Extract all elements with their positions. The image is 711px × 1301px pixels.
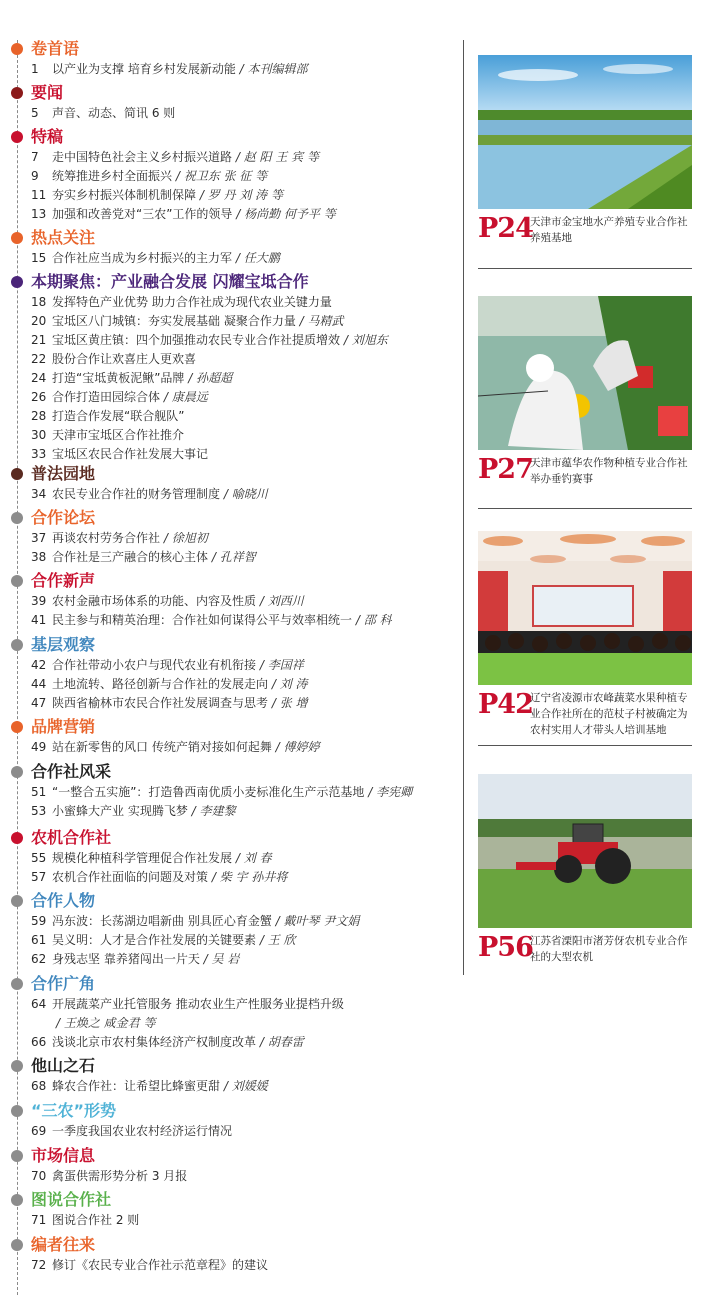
- section-header: [0, 1189, 462, 1211]
- entry-title: [52, 783, 412, 802]
- entry-page-number: 49: [31, 740, 47, 754]
- section-header: [0, 271, 462, 293]
- feature-separator: [478, 268, 692, 269]
- entry-title-text: 身残志坚 靠养猪闯出一片天: [52, 952, 200, 966]
- toc-section: [0, 1055, 462, 1096]
- feature-page-number: P56: [478, 932, 533, 963]
- toc-entry[interactable]: [0, 104, 462, 123]
- entry-title-text: 打造“宝坻黄板泥鳅”品牌: [52, 371, 185, 385]
- entry-author: / 李建黎: [187, 804, 236, 818]
- entry-page-number: 24: [31, 371, 47, 385]
- section-title: 卷首语: [31, 39, 80, 58]
- feature-page-number: P27: [478, 454, 533, 485]
- entry-page-number: 69: [31, 1124, 47, 1138]
- entry-title-text: 开展蔬菜产业托管服务 推动农业生产性服务业提档升级: [52, 997, 344, 1011]
- entry-title-text: 统筹推进乡村全面振兴: [52, 169, 173, 183]
- toc-entry[interactable]: [0, 331, 462, 350]
- entry-author: / 刘旭东: [340, 333, 388, 347]
- section-bullet-icon: [11, 87, 23, 99]
- entry-author: / 刘媛媛: [220, 1079, 268, 1093]
- toc-entry[interactable]: [0, 995, 462, 1014]
- section-header: [0, 1145, 462, 1167]
- entry-author: / 康晨远: [160, 390, 208, 404]
- toc-entry[interactable]: [0, 426, 462, 445]
- toc-entry[interactable]: [0, 60, 462, 79]
- entry-title: [52, 1211, 139, 1230]
- entry-title-text: 声音、动态、简讯 6 则: [52, 106, 176, 120]
- entry-title-text: 加强和改善党对“三农”工作的领导: [52, 207, 233, 221]
- entry-title: [52, 331, 388, 350]
- toc-entry[interactable]: [0, 167, 462, 186]
- entry-page-number: 68: [31, 1079, 47, 1093]
- toc-section: [0, 38, 462, 79]
- entry-page-number: 22: [31, 352, 47, 366]
- entry-title: [52, 148, 319, 167]
- section-header: [0, 1100, 462, 1122]
- entry-title-text: 天津市宝坻区合作社推介: [52, 428, 185, 442]
- section-bullet-icon: [11, 1194, 23, 1206]
- toc-entry[interactable]: [0, 293, 462, 312]
- toc-section: [0, 827, 462, 887]
- section-title: “三农”形势: [31, 1101, 117, 1120]
- toc-section: [0, 1189, 462, 1230]
- section-header: [0, 38, 462, 60]
- entry-title-text: 规模化种植科学管理促合作社发展: [52, 851, 233, 865]
- section-bullet-icon: [11, 468, 23, 480]
- section-title: 他山之石: [31, 1056, 96, 1075]
- section-bullet-icon: [11, 721, 23, 733]
- entry-title-text: 宝坻区黄庄镇：四个加强推动农民专业合作社提质增效: [52, 333, 341, 347]
- section-bullet-icon: [11, 232, 23, 244]
- section-bullet-icon: [11, 575, 23, 587]
- section-header: [0, 827, 462, 849]
- toc-entry[interactable]: [0, 611, 462, 630]
- toc-entry[interactable]: [0, 205, 462, 224]
- feature-caption: [478, 212, 692, 262]
- toc-entry[interactable]: [0, 1033, 462, 1052]
- toc-entry[interactable]: [0, 186, 462, 205]
- entry-title: [52, 426, 184, 445]
- entry-title-text: 一季度我国农业农村经济运行情况: [52, 1124, 233, 1138]
- toc-entry[interactable]: [0, 445, 462, 464]
- toc-section: [0, 570, 462, 630]
- entry-page-number: 18: [31, 295, 47, 309]
- toc-entry[interactable]: [0, 802, 462, 821]
- entry-page-number: 70: [31, 1169, 47, 1183]
- section-header: [0, 716, 462, 738]
- entry-page-number: 37: [31, 531, 47, 545]
- entry-title: [52, 1014, 156, 1033]
- toc-section: [0, 126, 462, 224]
- entry-author: / 祝卫东 张 征 等: [172, 169, 268, 183]
- entry-author: / 李宪卿: [364, 785, 413, 799]
- entry-page-number: 66: [31, 1035, 47, 1049]
- entry-title: [52, 656, 304, 675]
- toc-entry[interactable]: [0, 1211, 462, 1230]
- entry-page-number: 26: [31, 390, 47, 404]
- toc-section: [0, 82, 462, 123]
- section-bullet-icon: [11, 1239, 23, 1251]
- entry-author: / 刘西川: [256, 594, 304, 608]
- toc-section: [0, 761, 462, 821]
- feature-separator: [478, 745, 692, 746]
- entry-title: [52, 445, 208, 464]
- entry-title-text: 合作社应当成为乡村振兴的主力军: [52, 251, 233, 265]
- toc-entry[interactable]: [0, 738, 462, 757]
- entry-page-number: 5: [31, 106, 39, 120]
- section-bullet-icon: [11, 276, 23, 288]
- section-bullet-icon: [11, 1105, 23, 1117]
- section-title: 普法园地: [31, 464, 96, 483]
- entry-title: [52, 312, 344, 331]
- entry-page-number: 47: [31, 696, 47, 710]
- toc-entry[interactable]: [0, 950, 462, 969]
- entry-title-text: 冯东波：长荡湖边唱新曲 别具匠心育金蟹: [52, 914, 272, 928]
- toc-entry[interactable]: [0, 912, 462, 931]
- entry-title-text: 农机合作社面临的问题及对策: [52, 870, 209, 884]
- entry-title-text: 修订《农民专业合作社示范章程》的建议: [52, 1258, 269, 1272]
- toc-entry[interactable]: [0, 369, 462, 388]
- feature-separator: [478, 508, 692, 509]
- feature-caption-text: 天津市蕴华农作物种植专业合作社举办垂钓赛事: [530, 457, 688, 485]
- section-title: 编者往来: [31, 1235, 96, 1254]
- entry-title: [52, 611, 392, 630]
- entry-title: [52, 931, 296, 950]
- entry-author: / 刘 涛: [268, 677, 308, 691]
- toc-entry[interactable]: [0, 656, 462, 675]
- entry-title-text: 宝坻区农民合作社发展大事记: [52, 447, 209, 461]
- toc-entry[interactable]: [0, 592, 462, 611]
- section-title: 合作人物: [31, 891, 96, 910]
- entry-title-text: 禽蛋供需形势分析 3 月报: [52, 1169, 188, 1183]
- entry-title: [52, 912, 359, 931]
- section-header: [0, 1234, 462, 1256]
- entry-page-number: 38: [31, 550, 47, 564]
- entry-title: [52, 1077, 268, 1096]
- entry-title-text: 走中国特色社会主义乡村振兴道路: [52, 150, 233, 164]
- entry-title-text: 浅谈北京市农村集体经济产权制度改革: [52, 1035, 257, 1049]
- section-bullet-icon: [11, 895, 23, 907]
- entry-page-number: 15: [31, 251, 47, 265]
- section-title: 热点关注: [31, 228, 96, 247]
- entry-title: [52, 485, 268, 504]
- section-title: 基层观察: [31, 635, 96, 654]
- entry-title: [52, 369, 232, 388]
- entry-page-number: 30: [31, 428, 47, 442]
- toc-entry[interactable]: [0, 388, 462, 407]
- section-title: 合作论坛: [31, 508, 96, 527]
- entry-title-text: 合作社是三产融合的核心主体: [52, 550, 209, 564]
- section-bullet-icon: [11, 1150, 23, 1162]
- entry-title: [52, 868, 287, 887]
- entry-title: [52, 350, 196, 369]
- entry-page-number: 20: [31, 314, 47, 328]
- entry-title: [52, 60, 308, 79]
- toc-entry[interactable]: [0, 249, 462, 268]
- entry-page-number: 71: [31, 1213, 47, 1227]
- entry-page-number: 72: [31, 1258, 47, 1272]
- entry-page-number: 39: [31, 594, 47, 608]
- entry-title-text: 农村金融市场体系的功能、内容及性质: [52, 594, 257, 608]
- entry-title: [52, 186, 283, 205]
- section-title: 农机合作社: [31, 828, 112, 847]
- toc-section: [0, 227, 462, 268]
- entry-author: / 戴叶琴 尹文娟: [271, 914, 360, 928]
- entry-page-number: 44: [31, 677, 47, 691]
- entry-author: / 李国祥: [256, 658, 304, 672]
- feature-photo-fishing: [478, 296, 692, 450]
- section-title: 市场信息: [31, 1146, 96, 1165]
- entry-page-number: 42: [31, 658, 47, 672]
- entry-author: / 傅婷婷: [271, 740, 320, 754]
- entry-author: / 喻晓川: [220, 487, 268, 501]
- entry-author: / 本刊编辑部: [235, 62, 308, 76]
- entry-page-number: 33: [31, 447, 47, 461]
- section-header: [0, 761, 462, 783]
- entry-title-text: / 王焕之 咸金君 等: [56, 1016, 156, 1030]
- section-header: [0, 1055, 462, 1077]
- feature-page-number: P42: [478, 689, 533, 720]
- entry-title: [52, 529, 208, 548]
- entry-title: [52, 738, 320, 757]
- entry-page-number: 9: [31, 169, 39, 183]
- toc-section: [0, 463, 462, 504]
- feature-page-number: P24: [478, 213, 533, 244]
- toc-entry[interactable]: [0, 485, 462, 504]
- entry-page-number: 7: [31, 150, 39, 164]
- toc-section: [0, 271, 462, 464]
- column-divider: [463, 40, 464, 975]
- section-title: 合作新声: [31, 571, 96, 590]
- entry-author: / 赵 阳 王 宾 等: [232, 150, 319, 164]
- entry-title-text: 再谈农村劳务合作社: [52, 531, 161, 545]
- entry-author: / 徐旭初: [160, 531, 208, 545]
- toc-entry[interactable]: [0, 548, 462, 567]
- entry-title: [52, 1122, 232, 1141]
- feature-caption-text: 辽宁省凌源市农峰蔬菜水果种植专业合作社所在的范杖子村被确定为农村实用人才带头人培训基地: [530, 692, 688, 736]
- entry-title-text: 土地流转、路径创新与合作社的发展走向: [52, 677, 269, 691]
- section-header: [0, 507, 462, 529]
- section-bullet-icon: [11, 978, 23, 990]
- toc-entry[interactable]: [0, 529, 462, 548]
- feature-photo-hall: [478, 531, 692, 685]
- toc-entry[interactable]: [0, 1122, 462, 1141]
- section-bullet-icon: [11, 639, 23, 651]
- entry-author: / 王 欣: [256, 933, 296, 947]
- section-header: [0, 570, 462, 592]
- feature-caption: [478, 688, 692, 738]
- toc-entry[interactable]: [0, 868, 462, 887]
- entry-title: [52, 407, 184, 426]
- entry-page-number: 61: [31, 933, 47, 947]
- toc-entry[interactable]: [0, 675, 462, 694]
- entry-author: / 罗 丹 刘 涛 等: [196, 188, 283, 202]
- entry-title-text: 吴义明：人才是合作社发展的关键要素: [52, 933, 257, 947]
- entry-title: [52, 995, 344, 1014]
- toc-entry[interactable]: [0, 148, 462, 167]
- entry-page-number: 62: [31, 952, 47, 966]
- toc-entry[interactable]: [0, 350, 462, 369]
- entry-title-text: 合作打造田园综合体: [52, 390, 161, 404]
- toc-entry[interactable]: [0, 1256, 462, 1275]
- entry-page-number: 51: [31, 785, 47, 799]
- entry-page-number: 59: [31, 914, 47, 928]
- entry-title-text: 以产业为支撑 培育乡村发展新动能: [52, 62, 236, 76]
- entry-title: [52, 249, 280, 268]
- entry-title-text: “一整合五实施”：打造鲁西南优质小麦标准化生产示范基地: [52, 785, 365, 799]
- entry-author: / 柴 宇 孙井将: [208, 870, 288, 884]
- entry-title: [52, 104, 175, 123]
- section-header: [0, 973, 462, 995]
- entry-author: / 马精武: [295, 314, 344, 328]
- toc-section: [0, 716, 462, 757]
- entry-author: / 胡春雷: [256, 1035, 304, 1049]
- entry-title-text: 夯实乡村振兴体制机制保障: [52, 188, 197, 202]
- entry-author: / 任大鹏: [232, 251, 280, 265]
- entry-title-text: 站在新零售的风口 传统产销对接如何起舞: [52, 740, 272, 754]
- entry-title: [52, 293, 332, 312]
- toc-entry[interactable]: [0, 1167, 462, 1186]
- entry-title-text: 民主参与和精英治理：合作社如何谋得公平与效率相统一: [52, 613, 353, 627]
- section-bullet-icon: [11, 43, 23, 55]
- entry-page-number: 55: [31, 851, 47, 865]
- toc-section: [0, 1100, 462, 1141]
- feature-caption: [478, 931, 692, 981]
- entry-page-number: 34: [31, 487, 47, 501]
- section-header: [0, 463, 462, 485]
- entry-title-text: 发挥特色产业优势 助力合作社成为现代农业关键力量: [52, 295, 332, 309]
- entry-title: [52, 1256, 268, 1275]
- toc-section: [0, 1145, 462, 1186]
- section-title: 本期聚焦：产业融合发展 闪耀宝坻合作: [31, 272, 309, 291]
- toc-entry[interactable]: [0, 931, 462, 950]
- entry-title: [52, 694, 308, 713]
- entry-page-number: 1: [31, 62, 39, 76]
- entry-title: [52, 802, 236, 821]
- entry-title: [52, 205, 336, 224]
- entry-page-number: 21: [31, 333, 47, 347]
- section-header: [0, 227, 462, 249]
- section-header: [0, 126, 462, 148]
- entry-author: / 孔祥智: [208, 550, 256, 564]
- entry-title: [52, 1033, 304, 1052]
- section-title: 图说合作社: [31, 1190, 112, 1209]
- entry-title-text: 打造合作发展“联合舰队”: [52, 409, 185, 423]
- section-bullet-icon: [11, 766, 23, 778]
- entry-title-text: 图说合作社 2 则: [52, 1213, 140, 1227]
- feature-caption-text: 天津市金宝地水产养殖专业合作社养殖基地: [530, 216, 688, 244]
- entry-page-number: 64: [31, 997, 47, 1011]
- entry-title-text: 股份合作让欢喜庄人更欢喜: [52, 352, 197, 366]
- feature-caption: [478, 453, 692, 503]
- section-header: [0, 82, 462, 104]
- toc-section: [0, 634, 462, 713]
- toc-entry[interactable]: [0, 694, 462, 713]
- toc-entry[interactable]: [0, 783, 462, 802]
- feature-photo-tractor: [478, 774, 692, 928]
- section-header: [0, 890, 462, 912]
- toc-entry[interactable]: [0, 407, 462, 426]
- entry-page-number: 41: [31, 613, 47, 627]
- entry-author: / 邵 科: [352, 613, 392, 627]
- entry-title: [52, 1167, 187, 1186]
- entry-title: [52, 592, 304, 611]
- toc-section: [0, 1234, 462, 1275]
- section-title: 合作社风采: [31, 762, 112, 781]
- toc-section: [0, 973, 462, 1052]
- feature-photo-pond: [478, 55, 692, 209]
- entry-title: [52, 950, 239, 969]
- entry-author: / 张 增: [268, 696, 308, 710]
- section-title: 合作广角: [31, 974, 96, 993]
- toc-entry[interactable]: [0, 849, 462, 868]
- section-title: 特稿: [31, 127, 64, 146]
- toc-entry[interactable]: [0, 312, 462, 331]
- section-title: 要闻: [31, 83, 64, 102]
- toc-entry[interactable]: [0, 1077, 462, 1096]
- section-bullet-icon: [11, 131, 23, 143]
- entry-title-text: 宝坻区八门城镇：夯实发展基础 凝聚合作力量: [52, 314, 296, 328]
- toc-section: [0, 507, 462, 567]
- section-title: 品牌营销: [31, 717, 96, 736]
- entry-author: / 杨尚勤 何予平 等: [232, 207, 336, 221]
- toc-section: [0, 890, 462, 969]
- entry-title: [52, 388, 208, 407]
- entry-author: / 刘 春: [232, 851, 272, 865]
- entry-author: / 孙超超: [184, 371, 233, 385]
- section-header: [0, 634, 462, 656]
- entry-page-number: 57: [31, 870, 47, 884]
- entry-title: [52, 548, 256, 567]
- entry-title-text: 蜂农合作社：让希望比蜂蜜更甜: [52, 1079, 221, 1093]
- entry-page-number: 28: [31, 409, 47, 423]
- entry-page-number: 13: [31, 207, 47, 221]
- entry-title: [52, 167, 267, 186]
- entry-title-text: 陕西省榆林市农民合作社发展调查与思考: [52, 696, 269, 710]
- entry-page-number: 11: [31, 188, 47, 202]
- feature-caption-text: 江苏省溧阳市渚芳伢农机专业合作社的大型农机: [530, 935, 688, 963]
- entry-title: [52, 675, 308, 694]
- entry-page-number: 53: [31, 804, 47, 818]
- entry-title-text: 小蜜蜂大产业 实现腾飞梦: [52, 804, 188, 818]
- entry-title-text: 农民专业合作社的财务管理制度: [52, 487, 221, 501]
- entry-title-text: 合作社带动小农户与现代农业有机衔接: [52, 658, 257, 672]
- toc-entry[interactable]: [0, 1014, 462, 1033]
- section-bullet-icon: [11, 1060, 23, 1072]
- section-bullet-icon: [11, 512, 23, 524]
- section-bullet-icon: [11, 832, 23, 844]
- entry-author: / 吴 岩: [199, 952, 240, 966]
- entry-title: [52, 849, 272, 868]
